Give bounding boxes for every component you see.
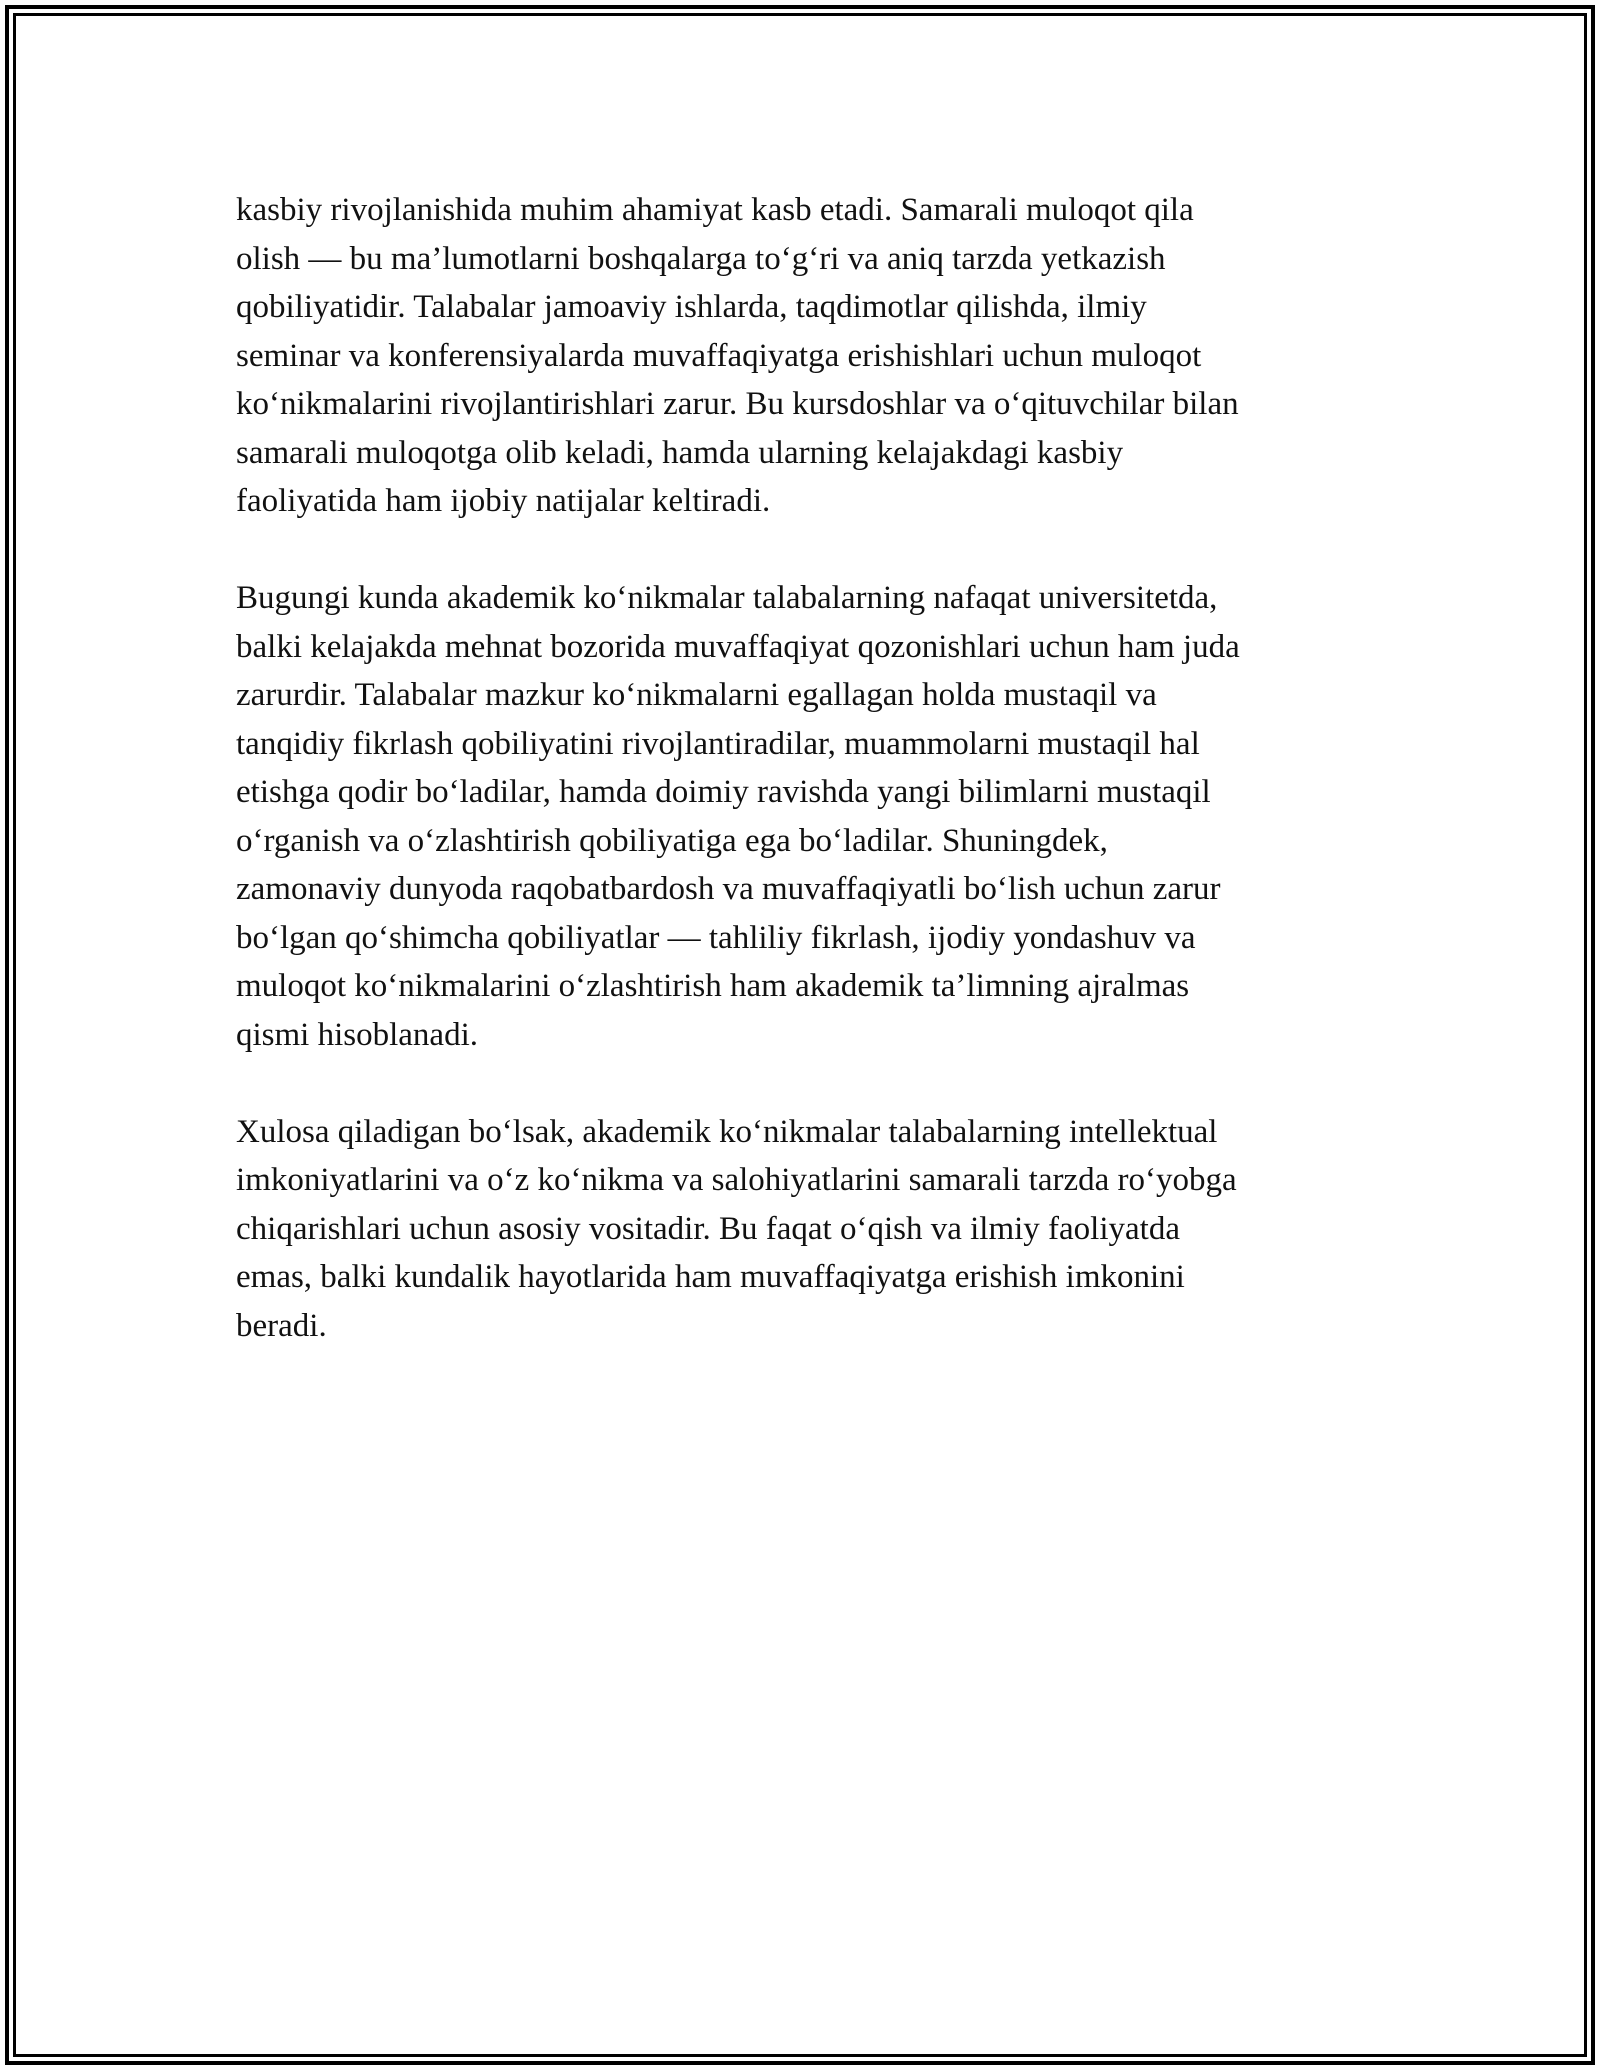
paragraph-academic-skills-today: Bugungi kunda akademik ko‘nikmalar talabalarning nafaqat universitetda, balki kelajakda mehnat bozorida muvaffaqiyat qozonishlari uchun ham juda zarurdir. Talabalar mazkur ko‘nikmalarni egallagan holda mustaqil va tanqidiy fikrlash qobiliyatini rivojlantiradilar, muammolarni mustaqil hal etishga qodir bo‘ladilar, hamda doimiy ravishda yangi bilimlarni mustaqil o‘rganish va o‘zlashtirish qobiliyatiga ega bo‘ladilar. Shuningdek, zamonaviy dunyoda raqobatbardosh va muvaffaqiyatli bo‘lish uchun zarur bo‘lgan qo‘shimcha qobiliyatlar — tahliliy fikrlash, ijodiy yondashuv va muloqot ko‘nikmalarini o‘zlashtirish ham akademik ta’limning ajralmas qismi hisoblanadi. [236,580,1240,1053]
document-body [236,186,1366,1399]
paragraph-communication-skills: kasbiy rivojlanishida muhim ahamiyat kasb etadi. Samarali muloqot qila olish — bu ma’lumotlarni boshqalarga to‘g‘ri va aniq tarzda yetkazish qobiliyatidir. Talabalar jamoaviy ishlarda, taqdimotlar qilishda, ilmiy seminar va konferensiyalarda muvaffaqiyatga erishishlari uchun muloqot ko‘nikmalarini rivojlantirishlari zarur. Bu kursdoshlar va o‘qituvchilar bilan samarali muloqotga olib keladi, hamda ularning kelajakdagi kasbiy faoliyatida ham ijobiy natijalar keltiradi. [236,192,1239,519]
paragraph-conclusion: Xulosa qiladigan bo‘lsak, akademik ko‘nikmalar talabalarning intellektual imkoniyatlarini va o‘z ko‘nikma va salohiyatlarini samarali tarzda ro‘yobga chiqarishlari uchun asosiy vositadir. Bu faqat o‘qish va ilmiy faoliyatda emas, balki kundalik hayotlarida ham muvaffaqiyatga erishish imkonini beradi. [236,1113,1237,1344]
